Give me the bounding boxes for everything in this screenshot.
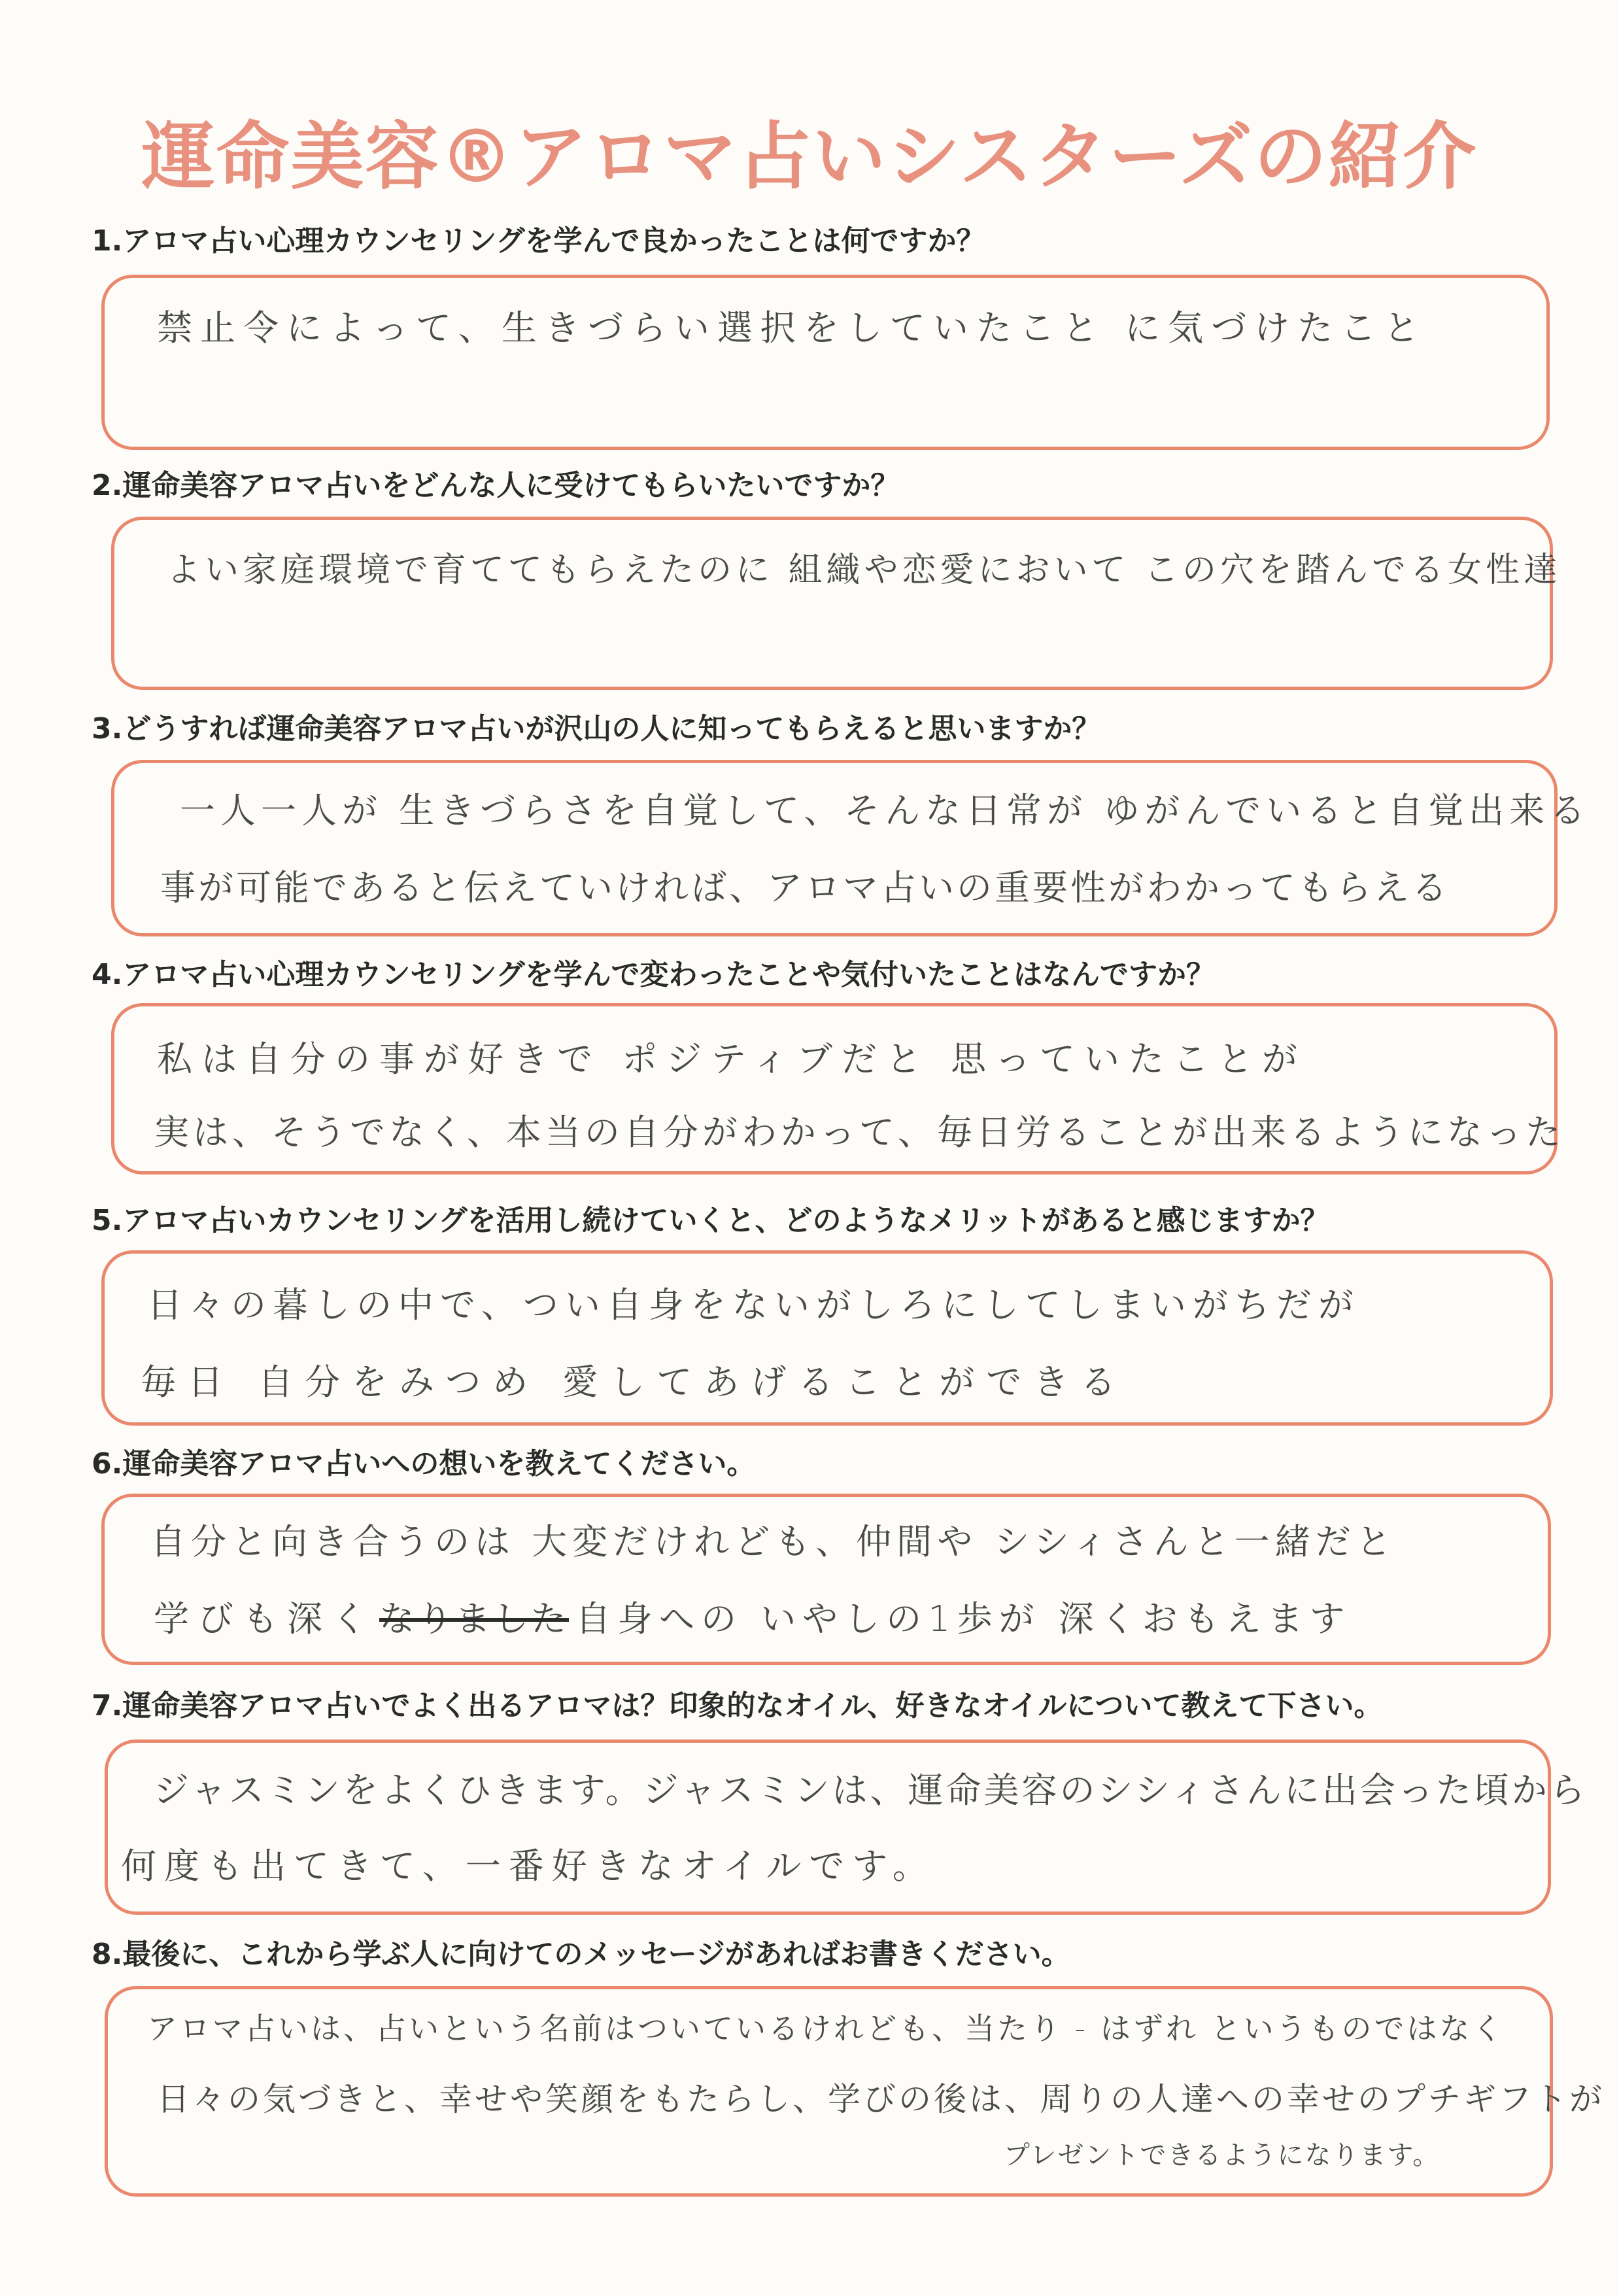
- question-3: 3.どうすれば運命美容アロマ占いが沢山の人に知ってもらえると思いますか？: [92, 712, 1101, 745]
- answer-box-7: [105, 1739, 1588, 1915]
- page-title: 運命美容®アロマ占いシスターズの紹介: [141, 114, 1478, 199]
- question-5: 5.アロマ占いカウンセリングを活用し続けていくと、どのようなメリットがあると感じますか？: [92, 1204, 1329, 1237]
- question-1: 1.アロマ占い心理カウンセリングを学んで良かったことは何ですか？: [92, 224, 985, 258]
- answer-box-3: [111, 760, 1591, 936]
- answer-4-line-1: 私は自分の事が好きで ポジティブだと 思っていたことが: [157, 1038, 1307, 1080]
- answer-8-line-2: 日々の気づきと、幸せや笑顔をもたらし、学びの後は、周りの人達への幸せのプチギフトが: [157, 2080, 1605, 2118]
- answer-3-line-2: 事が可能であると伝えていければ、アロマ占いの重要性がわかってもらえる: [160, 867, 1450, 908]
- answer-8-line-1: アロマ占いは、占いという名前はついているけれども、当たり - はずれ というものではなく: [147, 2011, 1505, 2046]
- answer-6-line-1: 自分と向き合うのは 大変だけれども、仲間や シシィさんと一緒だと: [150, 1521, 1397, 1562]
- question-8: 8.最後に、これから学ぶ人に向けてのメッセージがあればお書きください。: [92, 1938, 1070, 1971]
- answer-7-line-2: 何度も出てきて、一番好きなオイルです。: [121, 1845, 936, 1887]
- answer-box-8: [105, 1986, 1605, 2197]
- question-2: 2.運命美容アロマ占いをどんな人に受けてもらいたいですか？: [92, 469, 900, 502]
- answer-5-line-1: 日々の暮しの中で、つい自身をないがしろにしてしまいがちだが: [147, 1284, 1360, 1326]
- question-6: 6.運命美容アロマ占いへの想いを教えてください。: [92, 1447, 756, 1481]
- answer-7-line-1: ジャスミンをよくひきます。ジャスミンは、運命美容のシシィさんに出会った頃から: [154, 1770, 1588, 1811]
- answer-box-6: [101, 1494, 1551, 1665]
- answer-box-4: [111, 1003, 1565, 1174]
- struck-out-text: なりました: [379, 1598, 569, 1639]
- answer-6-line-3: 自身への いやしの1歩が 深くおもえます: [575, 1598, 1352, 1639]
- question-4: 4.アロマ占い心理カウンセリングを学んで変わったことや気付いたことはなんですか？: [92, 958, 1216, 991]
- answer-box-2: [111, 517, 1562, 690]
- answer-6-line-2: 学びも深く: [154, 1598, 376, 1639]
- answer-5-line-2: 毎日 自分をみつめ 愛してあげることができる: [141, 1362, 1128, 1403]
- question-7: 7.運命美容アロマ占いでよく出るアロマは？印象的なオイル、好きなオイルについて教えて下さい。: [92, 1689, 1383, 1722]
- answer-box-5: [101, 1250, 1553, 1426]
- answer-1-line-1: 禁止令によって、生きづらい選択をしていたこと に気づけたこと: [157, 307, 1427, 349]
- answer-3-line-1: 一人一人が 生きづらさを自覚して、そんな日常が ゆがんでいると自覚出来る: [180, 790, 1591, 831]
- answer-8-line-3: プレゼントできるようになります。: [1004, 2140, 1440, 2170]
- answer-box-1: [101, 275, 1550, 450]
- answer-4-line-2: 実は、そうでなく、本当の自分がわかって、毎日労ることが出来るようになった: [154, 1112, 1565, 1153]
- answer-2-line-1: よい家庭環境で育ててもらえたのに 組織や恋愛において この穴を踏んでる女性達: [167, 551, 1562, 590]
